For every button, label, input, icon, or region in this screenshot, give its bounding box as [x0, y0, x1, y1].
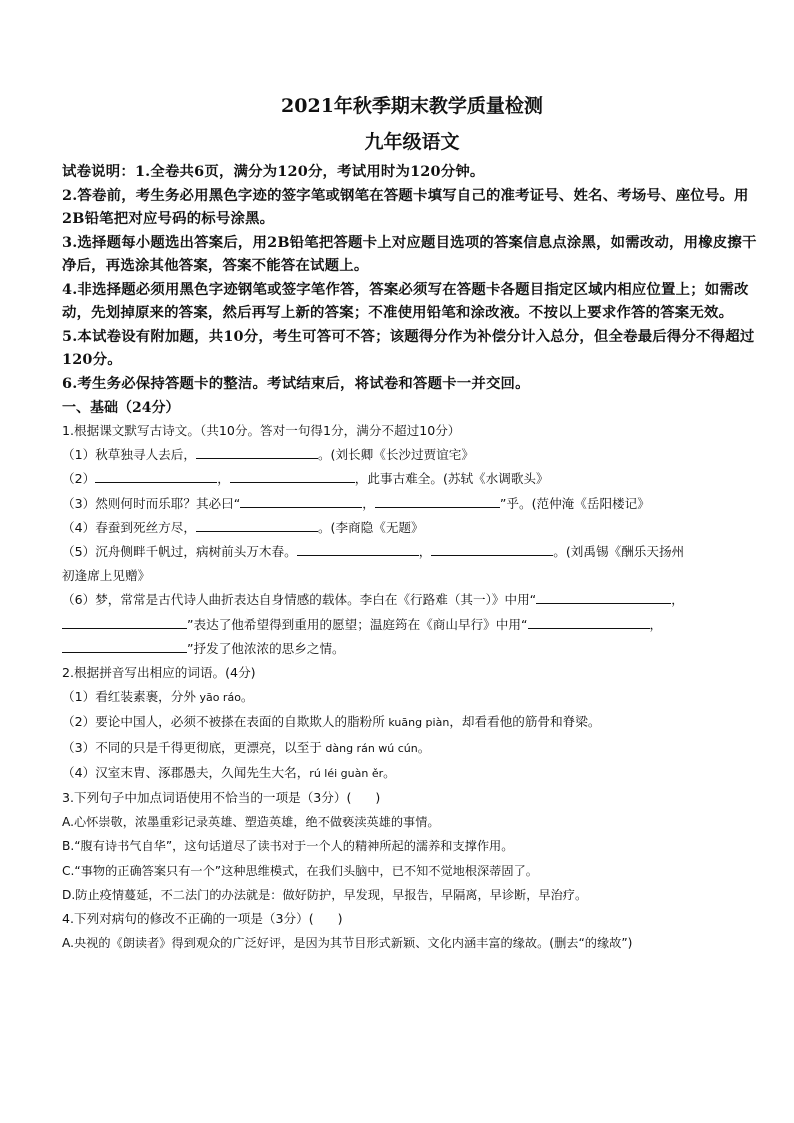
answer-blank[interactable] [528, 614, 650, 629]
item-text: ”乎。(范仲淹《岳阳楼记》 [499, 495, 650, 511]
item-text: 。 [417, 739, 431, 755]
item-text: ) [375, 790, 381, 806]
instruction-4: 4.非选择题必须用黑色字迹钢笔或签字笔作答，答案必须写在答题卡各题目指定区域内相应位置上；如需改动，先划掉原来的答案，然后再写上新的答案；不准使用铅笔和涂改液。不按以上要求作答的答案无效。 [62, 280, 749, 321]
item-text: 。(李商隐《无题》 [317, 519, 424, 535]
answer-blank[interactable] [297, 541, 419, 556]
pinyin-text: rú léi guàn ěr [309, 766, 384, 780]
question-2 [62, 661, 762, 786]
question-2-item-1 [62, 685, 762, 710]
answer-blank[interactable] [431, 541, 553, 556]
question-1-item-2 [62, 467, 762, 491]
answer-blank[interactable] [240, 493, 362, 508]
question-4 [62, 907, 762, 955]
answer-blank[interactable] [196, 517, 318, 532]
section-heading: 一、基础（24分） [62, 400, 180, 416]
item-text: ， [671, 592, 684, 608]
question-1-stem: 1.根据课文默写古诗文。（共10分。答对一句得1分，满分不超过10分） [62, 423, 461, 438]
answer-blank[interactable] [230, 468, 355, 483]
instruction-5: 5.本试卷设有附加题，共10分，考生可答可不答；该题得分作为补偿分计入总分，但全卷最后得分不得超过120分。 [62, 327, 755, 368]
item-text: ， [217, 471, 230, 487]
question-2-item-2 [62, 710, 762, 735]
question-2-item-4 [62, 761, 762, 786]
exam-title: 2021年秋季期末教学质量检测 [281, 95, 543, 117]
instruction-6: 6.考生务必保持答题卡的整洁。考试结束后，将试卷和答题卡一并交回。 [62, 374, 530, 392]
item-text: ， [362, 495, 375, 511]
pinyin-text: dàng rán wú cún [321, 741, 418, 755]
item-text: 4.下列对病句的修改不正确的一项是（3分）( [62, 911, 314, 927]
exam-instructions [62, 160, 762, 395]
exam-subtitle: 九年级语文 [364, 131, 460, 153]
item-text: （3）不同的只是千得更彻底，更漂亮，以至于 [62, 739, 322, 755]
instruction-2: 2.答卷前，考生务必用黑色字迹的签字笔或钢笔在答题卡填写自己的准考证号、姓名、考场号、座位号。用2B铅笔把对应号码的标号涂黑。 [62, 186, 749, 227]
pinyin-text: kuāng piàn [384, 716, 450, 730]
answer-blank[interactable] [62, 638, 187, 653]
item-text: （6）梦，常常是古代诗人曲折表达自身情感的载体。李白在《行路难（其一）》中用“ [62, 592, 537, 608]
exam-page [62, 92, 762, 955]
item-text: ”抒发了他浓浓的思乡之情。 [187, 640, 345, 656]
item-text: 。(刘禹锡《酬乐天扬州 [553, 544, 685, 560]
item-text: ，却看看他的筋骨和脊梁。 [449, 714, 601, 730]
instruction-3: 3.选择题每小题选出答案后，用2B铅笔把答题卡上对应题目选项的答案信息点涂黑，如需改动，用橡皮擦干净后，再选涂其他答案，答案不能答在试题上。 [62, 233, 757, 274]
question-3 [62, 786, 762, 907]
question-1-item-6 [62, 588, 762, 661]
item-text: ，此事古难全。(苏轼《水调歌头》 [354, 471, 549, 487]
answer-blank[interactable] [375, 493, 500, 508]
item-text: 。(刘长卿《长沙过贾谊宅》 [317, 447, 474, 463]
question-3-option-b: B.“腹有诗书气自华”，这句话道尽了读书对于一个人的精神所起的濡养和支撑作用。 [62, 839, 514, 854]
instruction-1: 试卷说明：1.全卷共6页，满分为120分，考试用时为120分钟。 [62, 163, 485, 180]
question-1-item-5 [62, 540, 762, 588]
item-text: 。 [240, 689, 254, 705]
question-1-item-4 [62, 516, 762, 540]
item-text: 。 [383, 764, 396, 780]
answer-blank[interactable] [536, 589, 671, 604]
item-text: ”表达了他希望得到重用的愿望；温庭筠在《商山早行》中用“ [187, 616, 528, 632]
question-2-item-3 [62, 736, 762, 761]
answer-blank[interactable] [62, 614, 187, 629]
question-1-item-3 [62, 492, 762, 516]
question-3-option-c: C.“事物的正确答案只有一个”这种思维模式，在我们头脑中，已不知不觉地根深蒂固了。 [62, 863, 538, 878]
question-3-option-a: A.心怀崇敬，浓墨重彩记录英雄、塑造英雄，绝不做亵渎英雄的事情。 [62, 815, 440, 830]
item-text: ， [418, 544, 432, 560]
answer-blank[interactable] [95, 468, 217, 483]
answer-blank[interactable] [196, 444, 318, 459]
item-text: （4）汉室末胄、涿郡愚夫，久闻先生大名， [62, 764, 310, 780]
item-text: ) [337, 911, 343, 927]
item-text: （1）看红装素裹，分外 [62, 689, 196, 705]
item-text: （2）要论中国人，必须不被搽在表面的自欺欺人的脂粉所 [62, 714, 385, 730]
item-text: （4）春蚕到死丝方尽， [62, 519, 196, 535]
item-text: 3.下列句子中加点词语使用不恰当的一项是（3分）( [62, 790, 352, 806]
question-4-stem [62, 907, 762, 931]
pinyin-text: yāo ráo [195, 691, 241, 705]
item-text: ， [649, 616, 663, 632]
item-text: （2） [62, 471, 96, 487]
question-1-item-1 [62, 443, 762, 467]
question-3-option-d: D.防止疫情蔓延，不二法门的办法就是：做好防护，早发现，早报告，早隔离，早诊断，早治疗。 [62, 887, 588, 902]
item-text: （3）然则何时而乐耶？其必曰“ [62, 495, 241, 511]
question-2-stem: 2.根据拼音写出相应的词语。(4分) [62, 665, 256, 681]
question-4-option-a: A.央视的《朗读者》得到观众的广泛好评，是因为其节目形式新颖、文化内涵丰富的缘故。(删去“的缘故”) [62, 936, 633, 951]
question-1 [62, 419, 762, 661]
question-3-stem [62, 786, 762, 810]
item-text: （1）秋草独寻人去后， [62, 447, 196, 463]
item-text: （5）沉舟侧畔千帆过，病树前头万木春。 [62, 544, 297, 560]
item-text: 初逢席上见赠》 [62, 568, 151, 584]
